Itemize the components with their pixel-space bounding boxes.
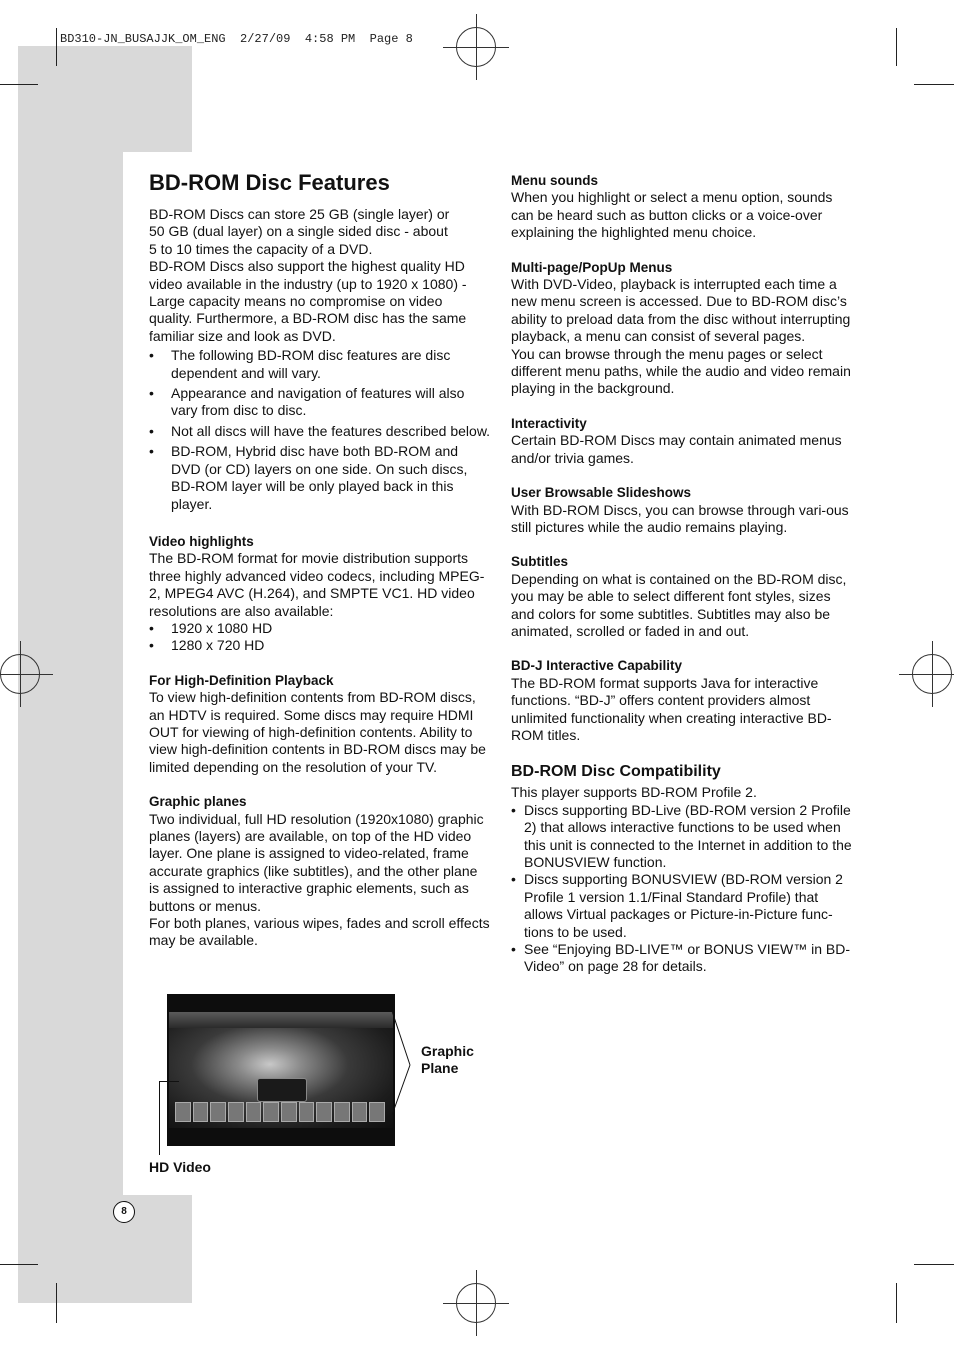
registration-mark-icon (456, 1283, 496, 1323)
menu-overlay-bar (169, 1012, 393, 1028)
interactivity-heading: Interactivity (511, 415, 587, 431)
print-slug: BD310-JN_BUSAJJK_OM_ENG 2/27/09 4:58 PM Page 8 (60, 32, 413, 46)
graphic-plane-label (421, 1043, 474, 1078)
slideshows-text: With BD-ROM Discs, you can browse through vari-ous still pictures while the audio remains playing. (511, 501, 849, 535)
list-item: • Appearance and navigation of features will also vary from disc to disc. (149, 385, 491, 420)
list-item: • 1280 x 720 HD (149, 637, 491, 654)
crop-mark (0, 84, 38, 85)
list-item: • Discs supporting BD-Live (BD-ROM version 2 Profile 2) that allows interactive functions to be used when this unit is connected to the Internet in addition to the BONUSVIEW function. (511, 802, 855, 872)
margin-band-bottom (18, 1195, 192, 1303)
page-title: BD-ROM Disc Features (149, 170, 390, 195)
right-column (511, 172, 855, 976)
hd-video-label: HD Video (149, 1159, 211, 1175)
compatibility-intro: This player supports BD-ROM Profile 2. (511, 784, 757, 801)
crop-mark (896, 28, 897, 66)
feature-notes-list (149, 347, 491, 513)
menu-sounds-heading: Menu sounds (511, 173, 598, 188)
video-highlights-text: The BD-ROM format for movie distribution supports three highly advanced video codecs, including MPEG-2, MPEG4 AVC (H.264), and SMPTE VC1. HD video resolutions are also available: (149, 550, 485, 619)
video-highlights-heading: Video highlights (149, 533, 254, 549)
crop-mark (0, 1264, 38, 1265)
registration-mark-icon (912, 654, 952, 694)
crop-mark (914, 1264, 954, 1265)
list-item: • Discs supporting BONUSVIEW (BD-ROM version 2 Profile 1 version 1.1/Final Standard Profile) that allows Virtual packages or Picture-in-Picture func-tions to be used. (511, 871, 855, 941)
interactivity-text: Certain BD-ROM Discs may contain animated menus and/or trivia games. (511, 432, 842, 466)
page-number: 8 (113, 1201, 135, 1223)
intro-line: 50 GB (dual layer) on a single sided disc - about (149, 223, 448, 240)
intro-line: familiar size and look as DVD. (149, 327, 336, 344)
list-item: • The following BD-ROM disc features are disc dependent and will vary. (149, 347, 491, 382)
graphic-plane-illustration (167, 994, 395, 1146)
left-column (149, 170, 491, 950)
intro-line: BD-ROM Discs can store 25 GB (single layer) or (149, 206, 450, 222)
registration-mark-icon (0, 654, 40, 694)
bdj-heading: BD-J Interactive Capability (511, 658, 683, 674)
intro-line: video available in the industry (up to 1920 x 1080) - (149, 275, 467, 292)
hd-video-callout-line (159, 1081, 179, 1082)
menu-button-graphic (257, 1078, 307, 1102)
crop-mark (914, 84, 954, 85)
resolution-list (149, 620, 491, 655)
multipage-menus-heading: Multi-page/PopUp Menus (511, 259, 673, 275)
thumbnail-strip (175, 1102, 385, 1122)
multipage-menus-text: With DVD-Video, playback is interrupted each time a new menu screen is accessed. Due to BD-ROM disc’s ability to preload data from the disc without interrupting playback, a menu can consist of several pages. (511, 276, 851, 345)
intro-line: quality. Furthermore, a BD-ROM disc has the same (149, 310, 467, 327)
graphic-plane-label-line: Graphic (421, 1043, 474, 1059)
list-item: • Not all discs will have the features described below. (149, 423, 491, 440)
registration-mark-icon (456, 27, 496, 67)
intro-text (149, 206, 491, 345)
hd-playback-text: To view high-definition contents from BD-ROM discs, an HDTV is required. Some discs may require HDMI OUT for viewing of high-definition contents. Ability to view high-definition contents in BD-ROM discs may be limited depending on the resolution of your TV. (149, 689, 486, 775)
menu-sounds-text: When you highlight or select a menu option, sounds can be heard such as button clicks or a voice-over explaining the highlighted menu choice. (511, 189, 833, 241)
slideshows-heading: User Browsable Slideshows (511, 485, 692, 501)
crop-mark (56, 1283, 57, 1323)
list-item: • See “Enjoying BD-LIVE™ or BONUS VIEW™ in BD-Video” on page 28 for details. (511, 941, 855, 976)
list-item: • 1920 x 1080 HD (149, 620, 491, 637)
graphic-planes-heading: Graphic planes (149, 794, 247, 810)
graphic-plane-label-line: Plane (421, 1060, 459, 1077)
hd-playback-heading: For High-Definition Playback (149, 672, 334, 688)
subtitles-heading: Subtitles (511, 554, 569, 570)
intro-line: 5 to 10 times the capacity of a DVD. (149, 240, 373, 257)
margin-band-top (18, 46, 192, 152)
compatibility-heading: BD-ROM Disc Compatibility (511, 763, 721, 781)
crop-mark (896, 1283, 897, 1323)
graphic-planes-text: Two individual, full HD resolution (1920x1080) graphic planes (layers) are available, on top of the HD video layer. One plane is assigned to video-related, frame accurate graphics (like subtitles), and the other plane is assigned to interactive graphic elements, such as buttons or menus. (149, 810, 484, 914)
graphic-planes-text-2: For both planes, various wipes, fades and scroll effects may be available. (149, 915, 490, 949)
subtitles-text: Depending on what is contained on the BD-ROM disc, you may be able to select different font styles, sizes and colors for some subtitles. Subtitles may also be animated, scrolled or faded in and out. (511, 570, 847, 639)
graphic-plane-callout-lines (380, 1005, 420, 1125)
compatibility-list (511, 802, 855, 976)
hd-video-callout-line (159, 1081, 160, 1155)
intro-line: BD-ROM Discs also support the highest quality HD (149, 258, 465, 275)
crop-mark (56, 28, 57, 66)
bdj-text: The BD-ROM format supports Java for interactive functions. “BD-J” offers content providers almost unlimited functionality when creating interactive BD-ROM titles. (511, 674, 832, 743)
multipage-menus-text-2: You can browse through the menu pages or select different menu paths, while the audio and video remain playing in the background. (511, 345, 851, 397)
intro-line: Large capacity means no compromise on video (149, 293, 443, 310)
list-item: • BD-ROM, Hybrid disc have both BD-ROM and DVD (or CD) layers on one side. On such discs, BD-ROM layer will be only played back in this player. (149, 443, 491, 513)
